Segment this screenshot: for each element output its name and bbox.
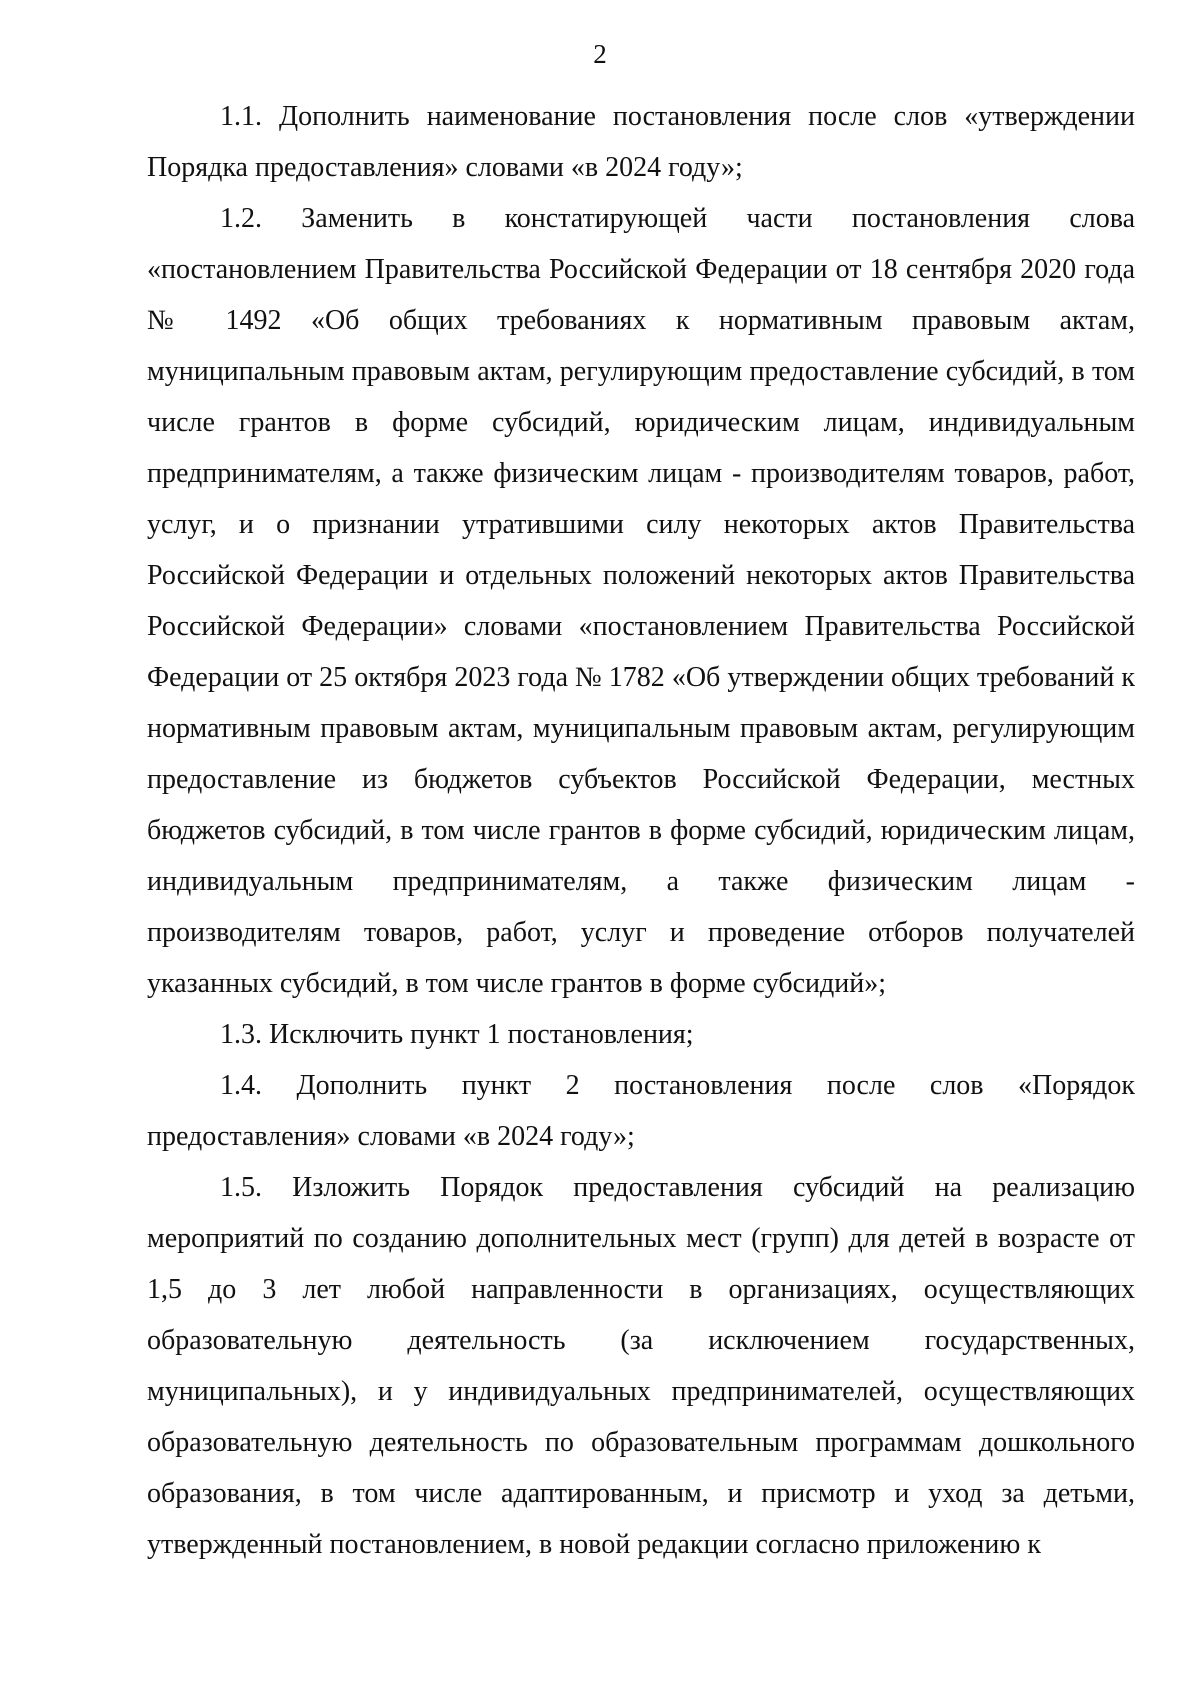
page-number: 2 [593,39,607,69]
document-body [147,91,1135,1570]
paragraph-1-1: 1.1. Дополнить наименование постановления после слов «утверждении Порядка предоставления» словами «в 2024 году»; [147,101,1135,183]
paragraph-1-3: 1.3. Исключить пункт 1 постановления; [220,1019,694,1050]
paragraph-1-2: 1.2. Заменить в констатирующей части постановления слова «постановлением Правительства Российской Федерации от 18 сентября 2020 года № 1492 «Об общих требованиях к нормативным правовым актам, муниципальным правовым актам, регулирующим предоставление субсидий, в том числе грантов в форме субсидий, юридическим лицам, индивидуальным предпринимателям, а также физическим лицам - производителям товаров, работ, услуг, и о признании утратившими силу некоторых актов Правительства Российской Федерации и отдельных положений некоторых актов Правительства Российской Федерации» словами «постановлением Правительства Российской Федерации от 25 октября 2023 года № 1782 «Об утверждении общих требований к нормативным правовым актам, муниципальным правовым актам, регулирующим предоставление из бюджетов субъектов Российской Федерации, местных бюджетов субсидий, в том числе грантов в форме субсидий, юридическим лицам, индивидуальным предпринимателям, а также физическим лицам - производителям товаров, работ, услуг и проведение отборов получателей указанных субсидий, в том числе грантов в форме субсидий»; [147,203,1135,999]
paragraph-1-5: 1.5. Изложить Порядок предоставления субсидий на реализацию мероприятий по созданию дополнительных мест (групп) для детей в возрасте от 1,5 до 3 лет любой направленности в организациях, осуществляющих образовательную деятельность (за исключением государственных, муниципальных), и у индивидуальных предпринимателей, осуществляющих образовательную деятельность по образовательным программам дошкольного образования, в том числе адаптированным, и присмотр и уход за детьми, утвержденный постановлением, в новой редакции согласно приложению к [147,1172,1135,1560]
paragraph-1-4: 1.4. Дополнить пункт 2 постановления после слов «Порядок предоставления» словами «в 2024 году»; [147,1070,1135,1152]
